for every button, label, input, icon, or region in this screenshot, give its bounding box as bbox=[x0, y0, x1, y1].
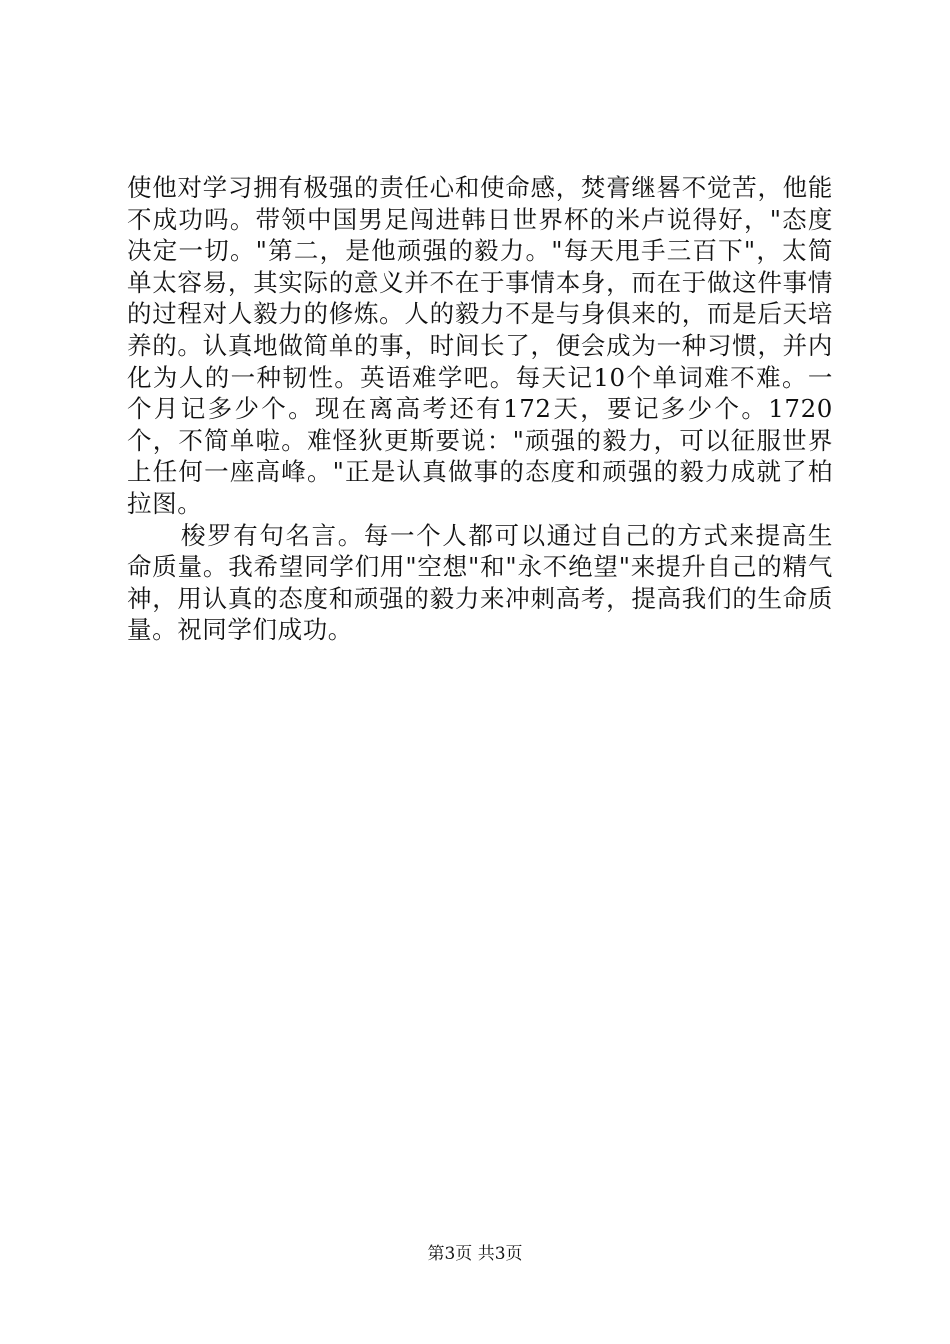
paragraph-1: 使他对学习拥有极强的责任心和使命感，焚膏继晷不觉苦，他能不成功吗。带领中国男足闯进韩日世界杯的米卢说得好，"态度决定一切。"第二，是他顽强的毅力。"每天甩手三百下"，太简单太容易，其实际的意义并不在于事情本身，而在于做这件事情的过程对人毅力的修炼。人的毅力不是与身俱来的，而是后天培养的。认真地做简单的事，时间长了，便会成为一种习惯，并内化为人的一种韧性。英语难学吧。每天记10个单词难不难。一个月记多少个。现在离高考还有172天，要记多少个。1720个，不简单啦。难怪狄更斯要说："顽强的毅力，可以征服世界上任何一座高峰。"正是认真做事的态度和顽强的毅力成就了柏拉图。 bbox=[127, 173, 833, 518]
document-body bbox=[127, 172, 833, 646]
page-number-footer: 第3页 共3页 bbox=[427, 1244, 523, 1264]
paragraph-2: 梭罗有句名言。每一个人都可以通过自己的方式来提高生命质量。我希望同学们用"空想"和"永不绝望"来提升自己的精气神，用认真的态度和顽强的毅力来冲刺高考，提高我们的生命质量。祝同学们成功。 bbox=[127, 520, 833, 645]
